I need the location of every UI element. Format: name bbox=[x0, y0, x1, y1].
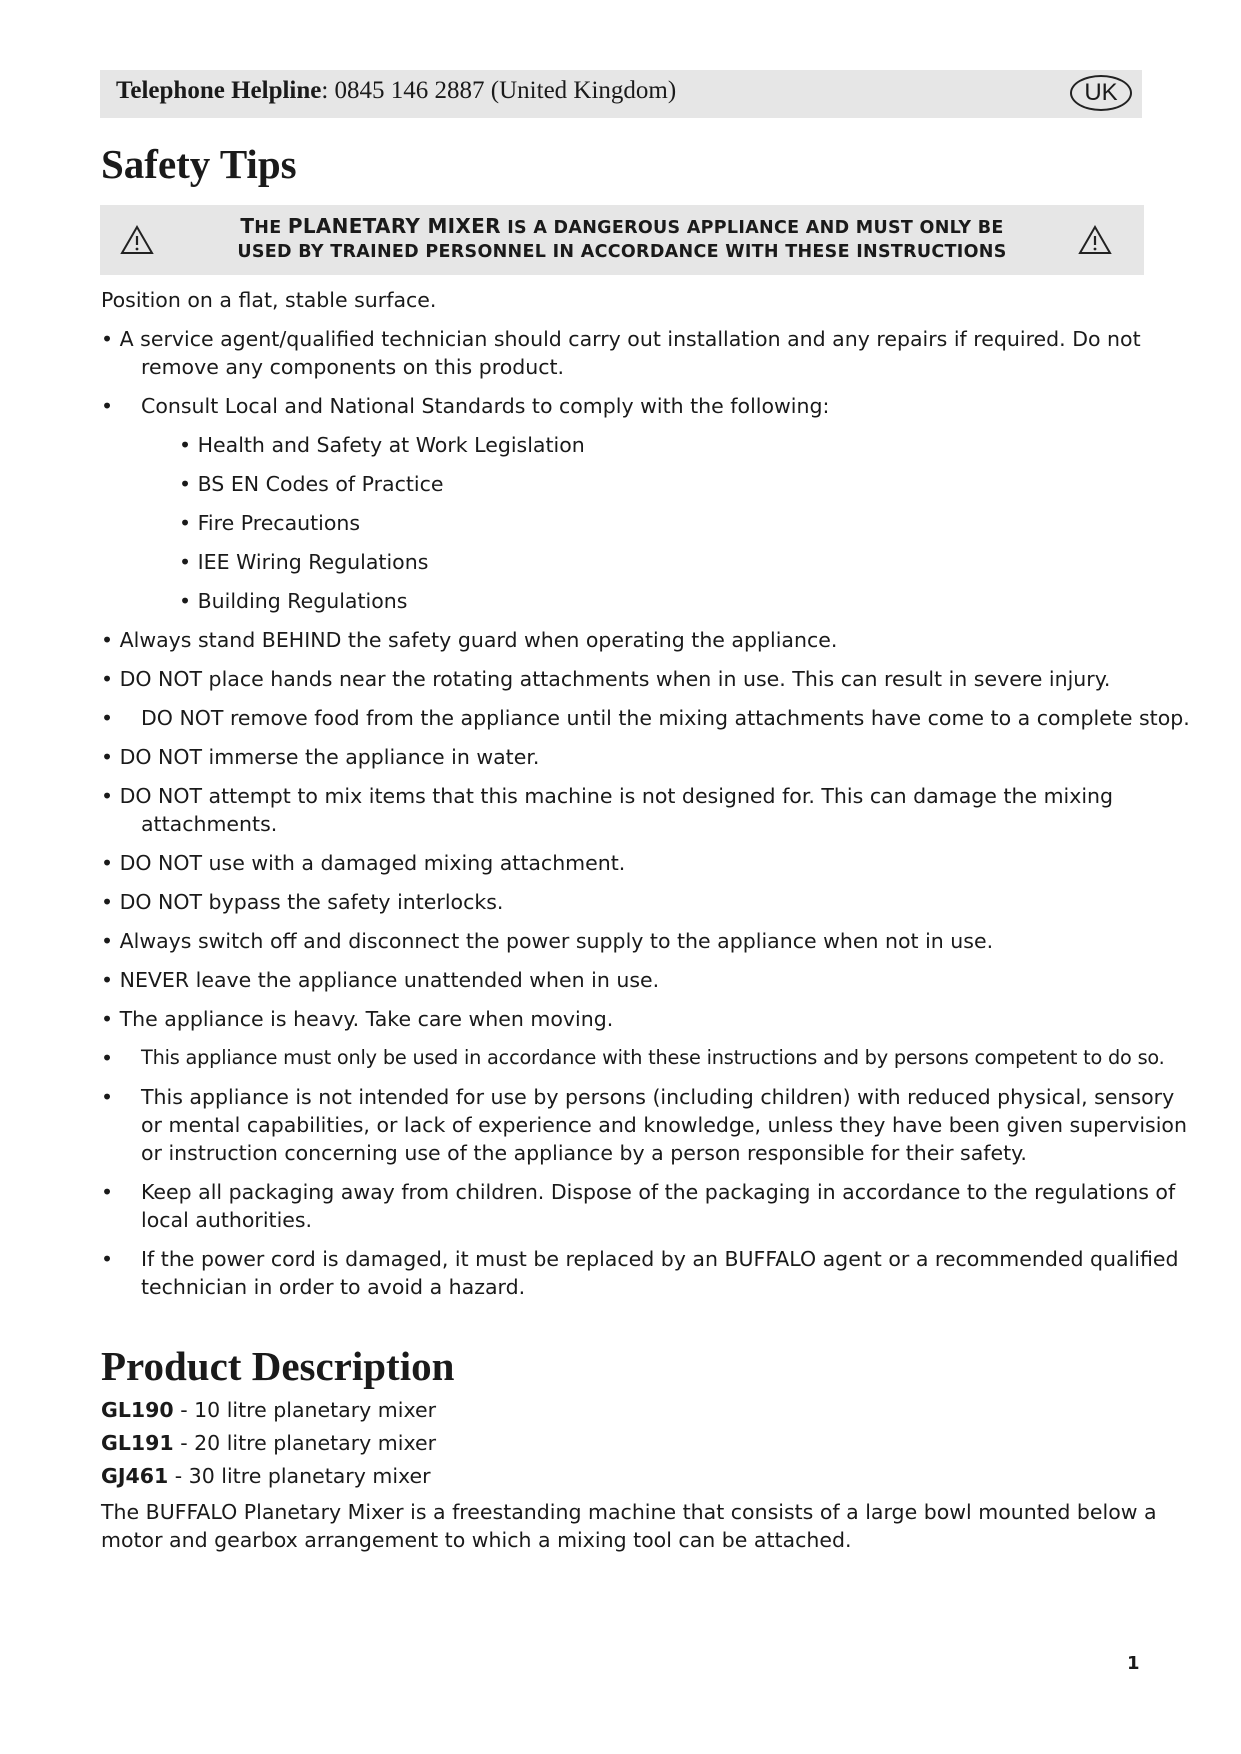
standards-item: • Health and Safety at Work Legislation bbox=[179, 433, 585, 457]
bullet: • bbox=[101, 394, 114, 418]
safety-tip: • NEVER leave the appliance unattended when in use. bbox=[101, 968, 660, 992]
model-code: GL190 bbox=[101, 1398, 174, 1422]
model-desc: - 30 litre planetary mixer bbox=[168, 1464, 431, 1488]
page-number: 1 bbox=[1127, 1653, 1140, 1674]
safety-tip: Keep all packaging away from children. Dispose of the packaging in accordance to the regulations of bbox=[141, 1180, 1176, 1204]
safety-tip: • Always switch off and disconnect the power supply to the appliance when not in use. bbox=[101, 929, 994, 953]
safety-tip-continued: or mental capabilities, or lack of experience and knowledge, unless they have been given supervision bbox=[141, 1113, 1187, 1137]
warning-banner bbox=[100, 205, 1144, 275]
bullet: • bbox=[101, 1046, 114, 1070]
uk-country-badge: UK bbox=[1070, 75, 1132, 111]
safety-tip: This appliance must only be used in accordance with these instructions and by persons competent to do so. bbox=[141, 1046, 1165, 1069]
model-code: GL191 bbox=[101, 1431, 174, 1455]
safety-tip: • DO NOT immerse the appliance in water. bbox=[101, 745, 540, 769]
safety-tip: • DO NOT use with a damaged mixing attachment. bbox=[101, 851, 626, 875]
warning-line-2: USED BY TRAINED PERSONNEL IN ACCORDANCE WITH THESE INSTRUCTIONS bbox=[237, 242, 1007, 262]
safety-tip-continued: remove any components on this product. bbox=[141, 355, 565, 379]
standards-item: • IEE Wiring Regulations bbox=[179, 550, 429, 574]
product-description-text: The BUFFALO Planetary Mixer is a freestanding machine that consists of a large bowl mounted below a bbox=[101, 1500, 1157, 1524]
helpline-label: Telephone Helpline bbox=[116, 77, 322, 104]
helpline-number: : 0845 146 2887 (United Kingdom) bbox=[321, 77, 677, 104]
model-line bbox=[101, 1398, 436, 1422]
helpline-text bbox=[116, 77, 676, 105]
product-description-text: motor and gearbox arrangement to which a mixing tool can be attached. bbox=[101, 1528, 852, 1552]
model-desc: - 20 litre planetary mixer bbox=[173, 1431, 437, 1455]
model-line bbox=[101, 1464, 431, 1488]
safety-tip: DO NOT remove food from the appliance until the mixing attachments have come to a complete stop. bbox=[141, 706, 1190, 730]
helpline-banner bbox=[100, 70, 1142, 118]
safety-tip: • Always stand BEHIND the safety guard when operating the appliance. bbox=[101, 628, 838, 652]
standards-item: • Building Regulations bbox=[179, 589, 408, 613]
safety-tips-heading: Safety Tips bbox=[101, 141, 297, 187]
model-desc: - 10 litre planetary mixer bbox=[173, 1398, 437, 1422]
safety-tip: • DO NOT attempt to mix items that this machine is not designed for. This can damage the mixing bbox=[101, 784, 1114, 808]
warning-triangle-icon bbox=[1078, 225, 1112, 255]
warning-line-1: THE PLANETARY MIXER IS A DANGEROUS APPLIANCE AND MUST ONLY BE bbox=[240, 214, 1004, 238]
safety-tip: • A service agent/qualified technician should carry out installation and any repairs if required. Do not bbox=[101, 327, 1141, 351]
safety-tip: • The appliance is heavy. Take care when moving. bbox=[101, 1007, 614, 1031]
bullet: • bbox=[101, 1180, 114, 1204]
safety-tip-continued: local authorities. bbox=[141, 1208, 313, 1232]
product-description-heading: Product Description bbox=[101, 1343, 455, 1389]
standards-item: • BS EN Codes of Practice bbox=[179, 472, 444, 496]
safety-tip-continued: technician in order to avoid a hazard. bbox=[141, 1275, 526, 1299]
safety-tip: Consult Local and National Standards to comply with the following: bbox=[141, 394, 830, 418]
bullet: • bbox=[101, 1085, 114, 1109]
model-line bbox=[101, 1431, 436, 1455]
bullet: • bbox=[101, 1247, 114, 1271]
safety-tip: This appliance is not intended for use by persons (including children) with reduced physical, sensory bbox=[141, 1085, 1175, 1109]
safety-tip-continued: or instruction concerning use of the appliance by a person responsible for their safety. bbox=[141, 1141, 1027, 1165]
safety-tip-continued: attachments. bbox=[141, 812, 278, 836]
safety-tip: If the power cord is damaged, it must be replaced by an BUFFALO agent or a recommended qualified bbox=[141, 1247, 1179, 1271]
safety-tip: • DO NOT place hands near the rotating attachments when in use. This can result in severe injury. bbox=[101, 667, 1111, 691]
bullet: • bbox=[101, 706, 114, 730]
safety-tip: Position on a flat, stable surface. bbox=[101, 288, 437, 312]
standards-item: • Fire Precautions bbox=[179, 511, 361, 535]
model-code: GJ461 bbox=[101, 1464, 169, 1488]
safety-tip: • DO NOT bypass the safety interlocks. bbox=[101, 890, 504, 914]
